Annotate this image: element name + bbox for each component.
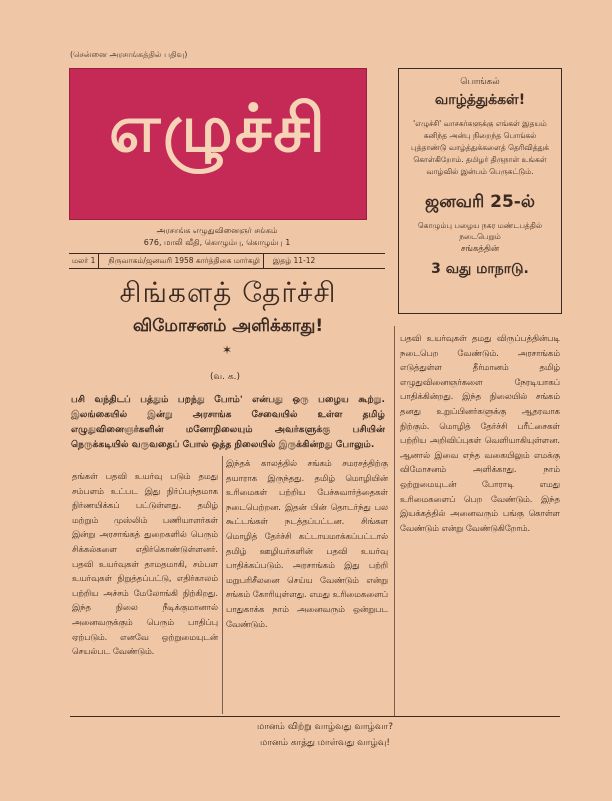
- column-divider: [394, 326, 395, 716]
- article-author: (வ. க.): [210, 372, 240, 382]
- article-lead: பசி வந்திடப் பத்தும் பறந்து போம்' என்பது ஒரு பழைய கூற்று. இலங்கையில் இன்று அரசாங்க சேவையில் உள்ள தமிழ் எழுதுவினைஞர்களின் மனோநிலையும் அவர்களுக்கு பசியின் நெருக்கடியில் வருவதைப் போல் ஒத்த நிலையில் இருக்கின்றது போலும்.: [71, 394, 385, 450]
- column-divider: [222, 456, 223, 714]
- issue-date: நிருவாகம்/ஜனவரி 1958 கார்த்திகை மார்கழி: [108, 256, 260, 265]
- masthead-banner: [69, 68, 367, 220]
- article-headline: சிங்களத் தேர்ச்சி: [119, 276, 337, 309]
- issue-volume: மலர் 1: [72, 256, 96, 265]
- article-subhead: விமோசனம் அளிக்காது!: [132, 316, 324, 336]
- event-venue: கொழும்பு பழைய நகர மண்டபத்தில் நடைபெறும்: [417, 221, 543, 241]
- ornament-star: ✶: [222, 343, 233, 357]
- footer-slogan-2: மானம் காத்து மாள்வது வாழ்வு!: [260, 738, 390, 748]
- greeting-wishes: வாழ்த்துக்கள்!: [434, 92, 526, 108]
- footer-rule: [70, 716, 560, 717]
- article-column-2: இந்தக் காலத்தில் சங்கம் சமரசத்திற்கு தயாராக இருந்தது. தமிழ் மொழியின் உரிமைகள் பற்றிய பேச்சுவார்த்தைகள் நடைபெற்றன. இதன் பின் தொடர்ந்து பல கூட்டங்கள் நடத்தப்பட்டன. சிங்கள மொழித் தேர்ச்சி கட்டாயமாக்கப்பட்டால் தமிழ் ஊழியர்களின் பதவி உயர்வு பாதிக்கப்படும். அரசாங்கம் இது பற்றி மறுபரிசீலனை செய்ய வேண்டும் என்று சங்கம் கோரியுள்ளது. எமது உரிமைகளைப் பாதுகாக்க நாம் அனைவரும் ஒன்றுபட வேண்டும்.: [226, 458, 388, 629]
- masthead-title: எழுச்சி: [108, 89, 328, 167]
- publisher-name: அரசாங்க எழுதுவினைஞர் சங்கம்: [156, 226, 278, 235]
- publisher-address: 676, மாலி வீதி, கொழும்பு, கொழும்பு 1: [143, 238, 291, 247]
- issue-number: இதழ் 11-12: [272, 256, 316, 265]
- article-column-3: பதவி உயர்வுகள் தமது விருப்பத்தின்படி நடைபெற வேண்டும். அரசாங்கம் எடுத்துள்ள தீர்மானம் தமிழ் எழுதுவினைஞர்களை நேரடியாகப் பாதிக்கின்றது. இந்த நிலையில் சங்கம் தனது உறுப்பினர்களுக்கு ஆதரவாக நிற்கும். மொழித் தேர்ச்சி பரீட்சைகள் பற்றிய அறிவிப்புகள் வெளியாகியுள்ளன. ஆனால் இவை எந்த வகையிலும் எமக்கு விமோசனம் அளிக்காது. நாம் ஒற்றுமையுடன் போராடி எமது உரிமைகளைப் பெற வேண்டும். இந்த இயக்கத்தில் அனைவரும் பங்கு கொள்ள வேண்டும் என்று வேண்டுகிறோம்.: [400, 333, 560, 533]
- article-column-1: தங்கள் பதவி உயர்வு படும் தமது சம்பளம் உட்பட இது நிர்ப்பந்தமாக நிர்ணயிக்கப் பட்டுள்ளது. தமிழ் மற்றும் முஸ்லிம் பணியாளர்கள் இன்று அரசாங்கத் துறைகளில் பெரும் சிக்கல்களை எதிர்கொண்டுள்ளனர். பதவி உயர்வுகள் தாமதமாகி, சம்பள உயர்வுகள் நிறுத்தப்பட்டு, எதிர்காலம் பற்றிய அச்சம் மேலோங்கி நிற்கிறது. இந்த நிலை நீடிக்குமானால் அனைவருக்கும் பெரும் பாதிப்பு ஏற்படும். எனவே ஒற்றுமையுடன் செயல்பட வேண்டும்.: [72, 471, 218, 657]
- footer-slogan-1: மானம் விற்று வாழ்வது வாழ்வா?: [256, 722, 393, 732]
- issue-line: [69, 253, 385, 269]
- greeting-title: பொங்கல்: [460, 77, 500, 87]
- event-name: 3 வது மாநாடு.: [431, 261, 529, 277]
- event-date: ஜனவரி 25-ல்: [425, 192, 535, 212]
- greeting-message: 'எழுச்சி' வாசகர்களுக்கு எங்கள் இதயம் கனிந்த அன்பு நிறைந்த பொங்கல் புத்தாண்டு வாழ்த்துக்களைத் தெரிவித்துக் கொள்கிறோம். தமிழர் திருநாள் உங்கள் வாழ்வில் இன்பம் பெருகட்டும்.: [411, 119, 549, 176]
- registration-note: (சென்னை அரசாங்கத்தில் பதிவு): [70, 50, 188, 59]
- event-union: சங்கத்தின்: [460, 244, 500, 254]
- greeting-box: [398, 68, 562, 314]
